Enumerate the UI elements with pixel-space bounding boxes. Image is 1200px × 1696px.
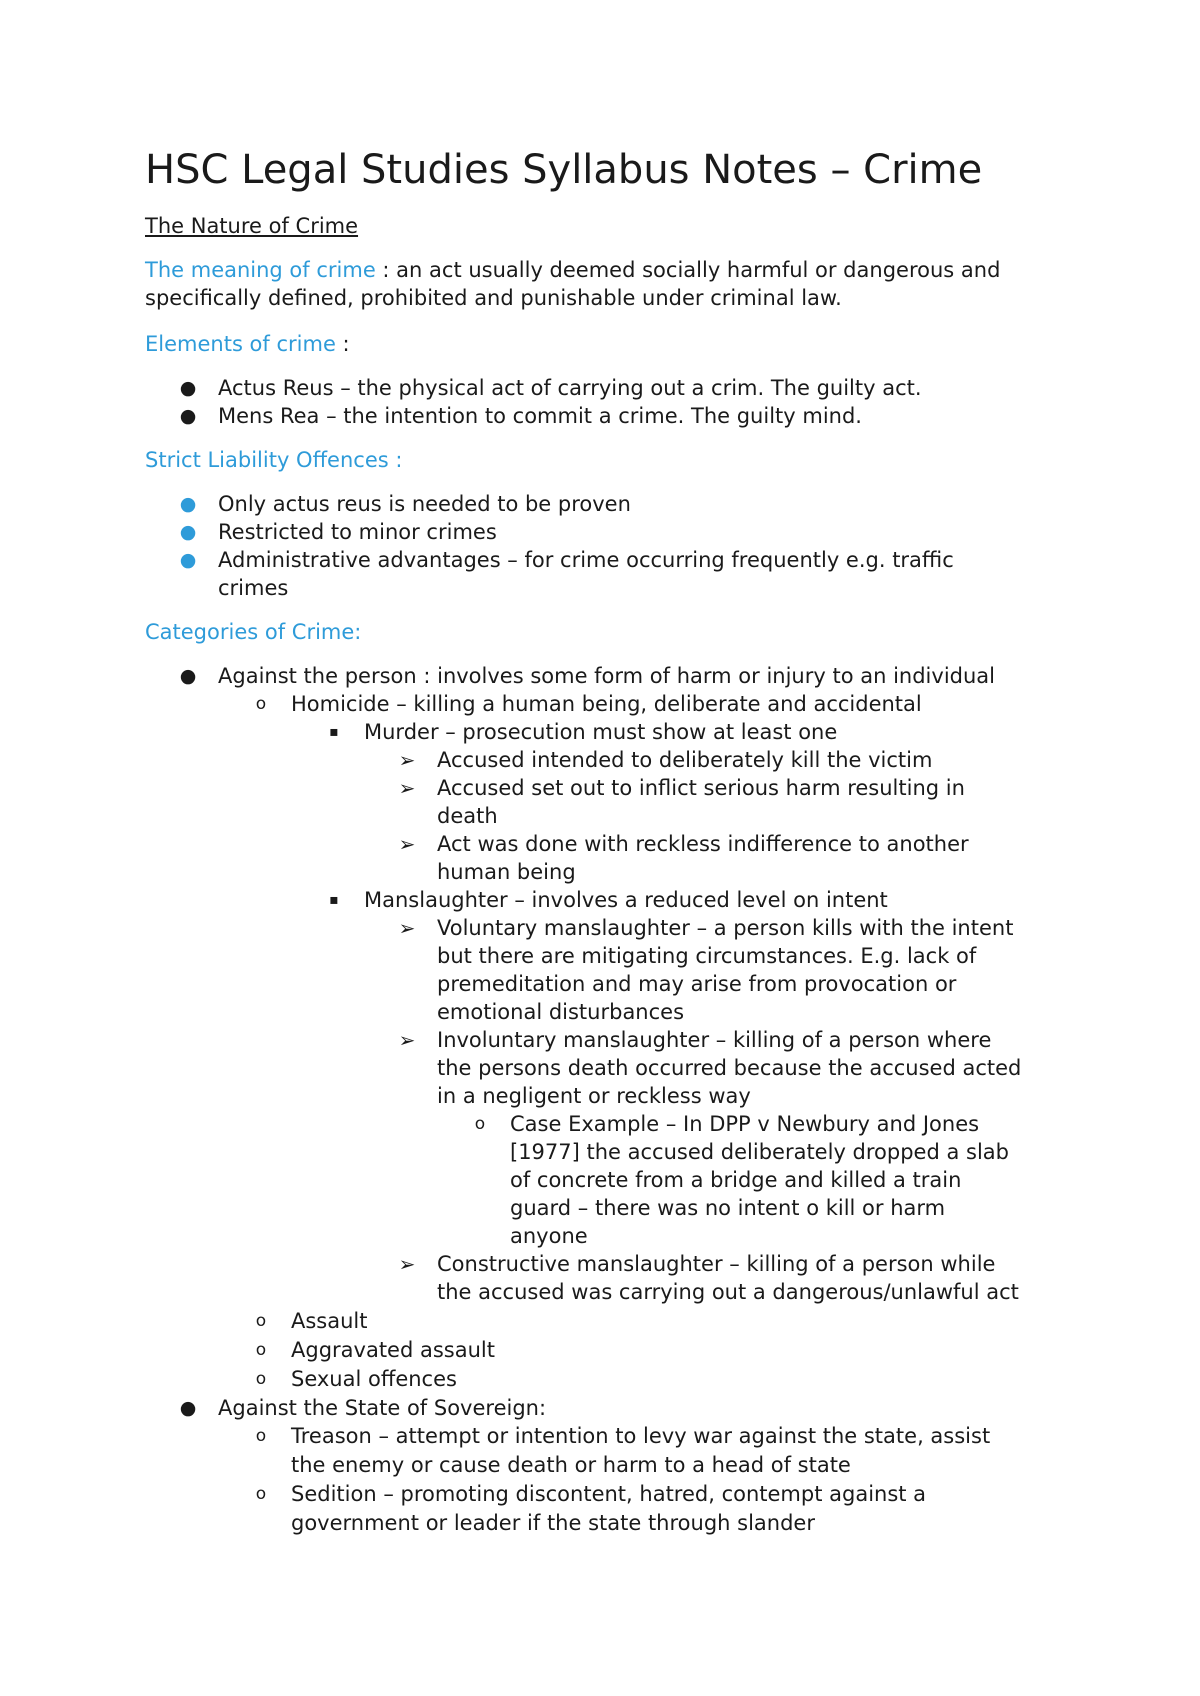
arrow-bullet-icon: ➢ bbox=[398, 1252, 416, 1276]
list-item: Act was done with reckless indifference to another bbox=[437, 832, 969, 856]
arrow-bullet-icon: ➢ bbox=[398, 776, 416, 800]
meaning-text: : an act usually deemed socially harmful or dangerous and bbox=[375, 258, 1001, 282]
list-item: Against the State of Sovereign: bbox=[218, 1396, 547, 1420]
list-item-continued: in a negligent or reckless way bbox=[437, 1084, 751, 1108]
list-item-continued: the enemy or cause death or harm to a head of state bbox=[291, 1453, 851, 1477]
list-item: Mens Rea – the intention to commit a crime. The guilty mind. bbox=[218, 404, 862, 428]
list-item: Accused intended to deliberately kill the victim bbox=[437, 748, 933, 772]
circle-bullet-icon: o bbox=[474, 1114, 486, 1134]
list-item: Only actus reus is needed to be proven bbox=[218, 492, 631, 516]
elements-heading: Elements of crime : bbox=[145, 332, 350, 356]
list-item: Against the person : involves some form of harm or injury to an individual bbox=[218, 664, 995, 688]
list-item-continued: but there are mitigating circumstances. E.g. lack of bbox=[437, 944, 977, 968]
circle-bullet-icon: o bbox=[255, 1311, 267, 1331]
list-item-continued: the persons death occurred because the accused acted bbox=[437, 1056, 1022, 1080]
circle-bullet-icon: o bbox=[255, 1426, 267, 1446]
list-item-continued: crimes bbox=[218, 576, 289, 600]
bullet-icon: ● bbox=[179, 493, 197, 515]
list-item: Murder – prosecution must show at least one bbox=[364, 720, 838, 744]
list-item: Accused set out to inflict serious harm resulting in bbox=[437, 776, 965, 800]
circle-bullet-icon: o bbox=[255, 1340, 267, 1360]
list-item-continued: premeditation and may arise from provocation or bbox=[437, 972, 957, 996]
list-item-continued: emotional disturbances bbox=[437, 1000, 685, 1024]
list-item-continued: death bbox=[437, 804, 498, 828]
list-item-continued: anyone bbox=[510, 1224, 588, 1248]
meaning-label: The meaning of crime bbox=[145, 258, 376, 282]
list-item: Constructive manslaughter – killing of a person while bbox=[437, 1252, 996, 1276]
list-item: Homicide – killing a human being, deliberate and accidental bbox=[291, 692, 922, 716]
strict-liability-heading: Strict Liability Offences : bbox=[145, 448, 403, 472]
list-item-continued: [1977] the accused deliberately dropped a slab bbox=[510, 1140, 1009, 1164]
list-item: Treason – attempt or intention to levy war against the state, assist bbox=[291, 1424, 991, 1448]
list-item: Aggravated assault bbox=[291, 1338, 495, 1362]
list-item: Sexual offences bbox=[291, 1367, 457, 1391]
section-heading: The Nature of Crime bbox=[145, 214, 359, 238]
bullet-icon: ● bbox=[179, 521, 197, 543]
square-bullet-icon: ▪ bbox=[329, 724, 339, 740]
circle-bullet-icon: o bbox=[255, 694, 267, 714]
list-item-continued: the accused was carrying out a dangerous/unlawful act bbox=[437, 1280, 1019, 1304]
bullet-icon: ● bbox=[179, 549, 197, 571]
list-item: Actus Reus – the physical act of carrying out a crim. The guilty act. bbox=[218, 376, 922, 400]
bullet-icon: ● bbox=[179, 665, 197, 687]
list-item: Assault bbox=[291, 1309, 368, 1333]
meaning-text-line2: specifically defined, prohibited and punishable under criminal law. bbox=[145, 286, 842, 310]
bullet-icon: ● bbox=[179, 377, 197, 399]
list-item: Voluntary manslaughter – a person kills with the intent bbox=[437, 916, 1014, 940]
list-item-continued: of concrete from a bridge and killed a train bbox=[510, 1168, 962, 1192]
page-title: HSC Legal Studies Syllabus Notes – Crime bbox=[145, 147, 983, 193]
meaning-paragraph bbox=[145, 256, 1000, 284]
list-item: Manslaughter – involves a reduced level on intent bbox=[364, 888, 888, 912]
square-bullet-icon: ▪ bbox=[329, 892, 339, 908]
circle-bullet-icon: o bbox=[255, 1484, 267, 1504]
list-item-continued: human being bbox=[437, 860, 576, 884]
arrow-bullet-icon: ➢ bbox=[398, 1028, 416, 1052]
elements-label: Elements of crime bbox=[145, 332, 336, 356]
list-item-continued: government or leader if the state through slander bbox=[291, 1511, 815, 1535]
bullet-icon: ● bbox=[179, 405, 197, 427]
list-item: Restricted to minor crimes bbox=[218, 520, 497, 544]
categories-heading: Categories of Crime: bbox=[145, 620, 362, 644]
arrow-bullet-icon: ➢ bbox=[398, 832, 416, 856]
list-item-continued: guard – there was no intent o kill or harm bbox=[510, 1196, 946, 1220]
list-item: Sedition – promoting discontent, hatred, contempt against a bbox=[291, 1482, 927, 1506]
list-item: Involuntary manslaughter – killing of a person where bbox=[437, 1028, 992, 1052]
circle-bullet-icon: o bbox=[255, 1369, 267, 1389]
arrow-bullet-icon: ➢ bbox=[398, 916, 416, 940]
list-item: Administrative advantages – for crime occurring frequently e.g. traffic bbox=[218, 548, 954, 572]
arrow-bullet-icon: ➢ bbox=[398, 748, 416, 772]
bullet-icon: ● bbox=[179, 1397, 197, 1419]
list-item: Case Example – In DPP v Newbury and Jones bbox=[510, 1112, 980, 1136]
